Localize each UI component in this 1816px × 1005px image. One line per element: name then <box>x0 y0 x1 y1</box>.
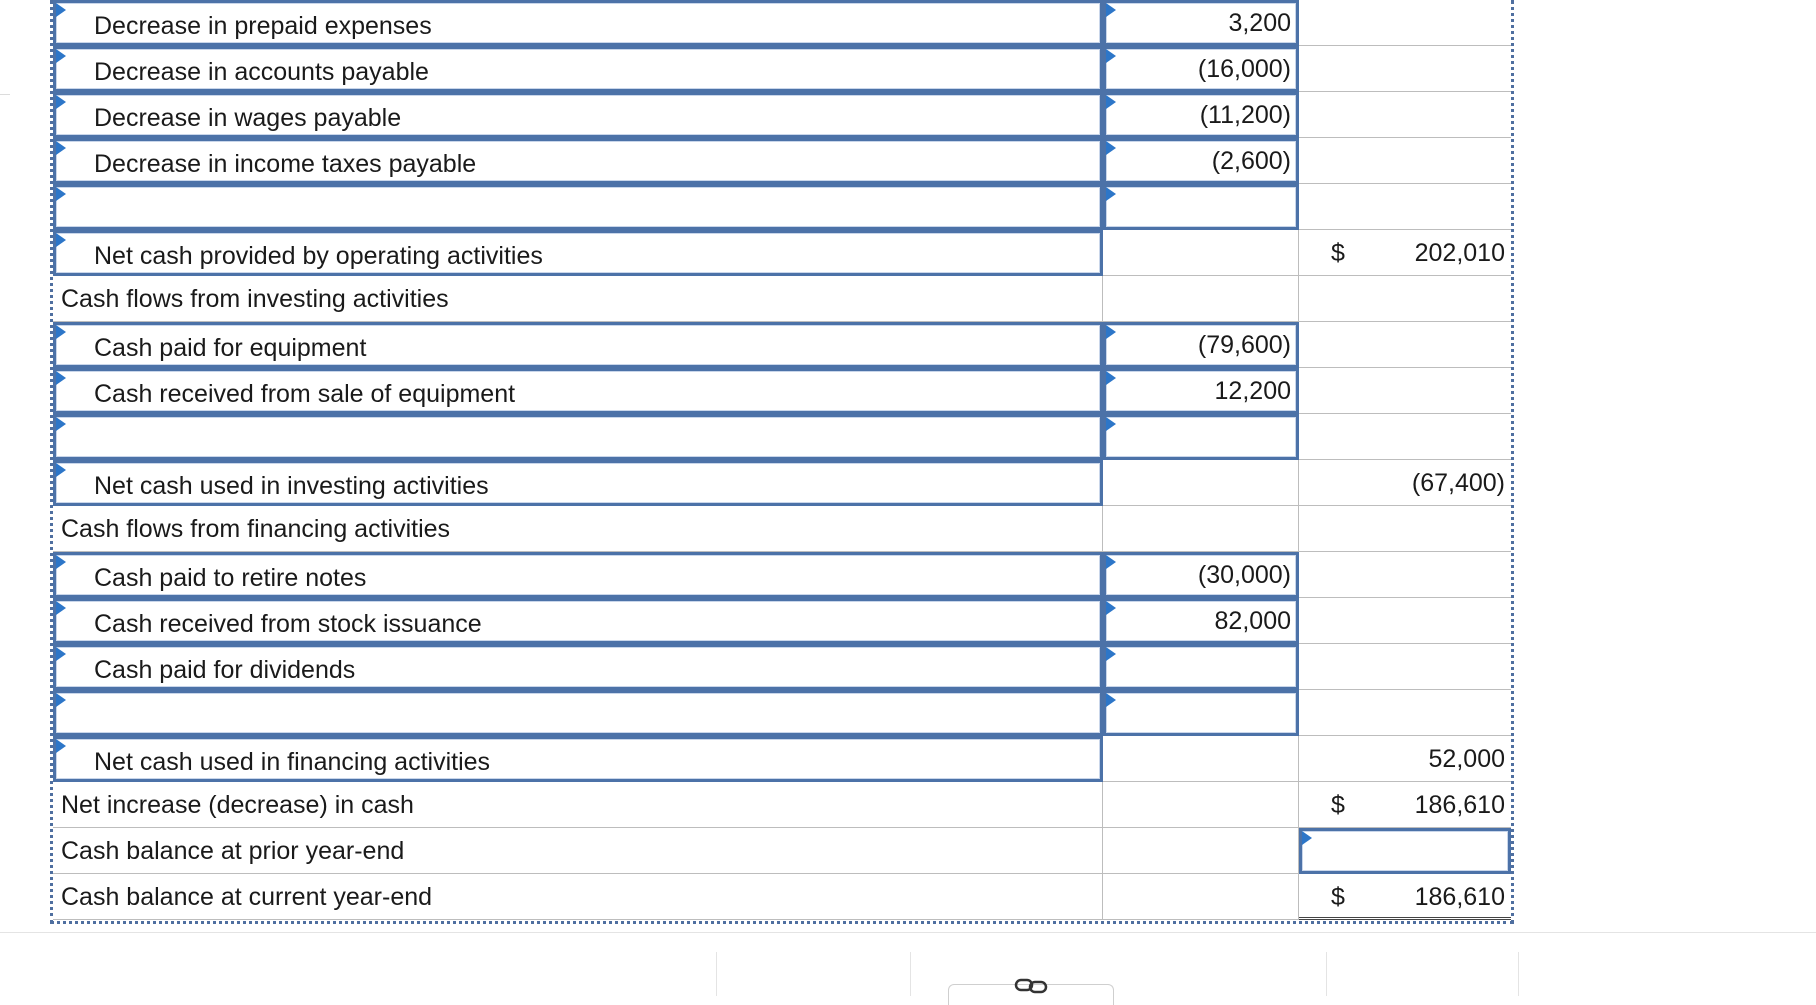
total-value: 186,610 <box>1414 883 1505 911</box>
total-cell-net-investing <box>1299 460 1511 506</box>
label-input-cash-paid-equipment[interactable] <box>53 322 1103 368</box>
amount-value: (79,600) <box>1197 331 1291 359</box>
prior-year-balance-input[interactable] <box>1299 828 1511 874</box>
input-flag-icon <box>56 555 66 569</box>
row-label: Cash paid for dividends <box>94 656 356 684</box>
toolbar-divider <box>910 952 911 996</box>
amount-input-dividends[interactable] <box>1103 644 1299 690</box>
input-flag-icon <box>1106 555 1116 569</box>
input-flag-icon <box>56 3 66 17</box>
label-input-blank-investing[interactable] <box>53 414 1103 460</box>
table-row <box>53 368 1511 414</box>
toolbar-divider <box>716 952 717 996</box>
amount-value: 82,000 <box>1214 607 1291 635</box>
table-row <box>53 460 1511 506</box>
row-label: Cash balance at current year-end <box>61 883 433 911</box>
input-flag-icon <box>56 187 66 201</box>
total-cell <box>1299 184 1511 230</box>
row-label: Decrease in wages payable <box>94 104 402 132</box>
amount-input-prepaid-expenses[interactable] <box>1103 0 1299 46</box>
total-value: 186,610 <box>1414 791 1505 819</box>
net-increase-label <box>53 782 1103 828</box>
input-flag-icon <box>1106 3 1116 17</box>
cash-flow-statement-table <box>50 0 1514 924</box>
total-value: 202,010 <box>1414 239 1505 267</box>
amount-input-accounts-payable[interactable] <box>1103 46 1299 92</box>
label-input-blank-financing[interactable] <box>53 690 1103 736</box>
label-input-blank-operating[interactable] <box>53 184 1103 230</box>
amount-cell <box>1103 506 1299 552</box>
input-flag-icon <box>1302 831 1312 845</box>
total-cell <box>1299 46 1511 92</box>
total-cell <box>1299 644 1511 690</box>
total-cell <box>1299 598 1511 644</box>
input-flag-icon <box>56 463 66 477</box>
amount-input-retire-notes[interactable] <box>1103 552 1299 598</box>
label-input-stock-issuance[interactable] <box>53 598 1103 644</box>
dollar-sign: $ <box>1331 791 1345 819</box>
table-row <box>53 506 1511 552</box>
table-row <box>53 46 1511 92</box>
label-input-income-taxes-payable[interactable] <box>53 138 1103 184</box>
input-flag-icon <box>1106 417 1116 431</box>
amount-input-stock-issuance[interactable] <box>1103 598 1299 644</box>
amount-value: (30,000) <box>1197 561 1291 589</box>
amount-value: 3,200 <box>1228 9 1291 37</box>
row-label: Net cash used in investing activities <box>94 472 489 500</box>
amount-cell <box>1103 736 1299 782</box>
label-input-prepaid-expenses[interactable] <box>53 0 1103 46</box>
amount-cell <box>1103 828 1299 874</box>
table-row <box>53 874 1511 920</box>
section-heading-financing <box>53 506 1103 552</box>
dollar-sign: $ <box>1331 883 1345 911</box>
total-cell <box>1299 0 1511 46</box>
row-label: Net cash provided by operating activities <box>94 242 543 270</box>
table-row <box>53 322 1511 368</box>
total-cell <box>1299 92 1511 138</box>
amount-input-cash-paid-equipment[interactable] <box>1103 322 1299 368</box>
label-input-accounts-payable[interactable] <box>53 46 1103 92</box>
amount-cell <box>1103 276 1299 322</box>
link-icon-graphic <box>1014 976 1050 996</box>
input-flag-icon <box>1106 141 1116 155</box>
amount-input-blank-investing[interactable] <box>1103 414 1299 460</box>
amount-input-wages-payable[interactable] <box>1103 92 1299 138</box>
table-row <box>53 414 1511 460</box>
input-flag-icon <box>56 371 66 385</box>
amount-value: (11,200) <box>1199 101 1291 129</box>
input-flag-icon <box>56 601 66 615</box>
table-row <box>53 184 1511 230</box>
total-value: (67,400) <box>1411 469 1505 497</box>
amount-value: 12,200 <box>1214 377 1291 405</box>
row-label: Cash paid for equipment <box>94 334 367 362</box>
input-flag-icon <box>1106 95 1116 109</box>
table-row <box>53 276 1511 322</box>
input-flag-icon <box>56 693 66 707</box>
row-label: Cash paid to retire notes <box>94 564 367 592</box>
table-row <box>53 690 1511 736</box>
row-label: Decrease in income taxes payable <box>94 150 477 178</box>
table-row <box>53 138 1511 184</box>
table-row <box>53 644 1511 690</box>
label-input-net-cash-operating[interactable] <box>53 230 1103 276</box>
total-cell <box>1299 506 1511 552</box>
input-flag-icon <box>56 49 66 63</box>
table-row <box>53 230 1511 276</box>
amount-cell <box>1103 230 1299 276</box>
input-flag-icon <box>56 739 66 753</box>
amount-cell <box>1103 460 1299 506</box>
input-flag-icon <box>1106 693 1116 707</box>
amount-cell <box>1103 874 1299 920</box>
row-label: Cash received from stock issuance <box>94 610 482 638</box>
table-row <box>53 736 1511 782</box>
total-cell <box>1299 322 1511 368</box>
row-label: Net increase (decrease) in cash <box>61 791 414 819</box>
table-row <box>53 92 1511 138</box>
amount-input-blank-operating[interactable] <box>1103 184 1299 230</box>
input-flag-icon <box>1106 49 1116 63</box>
input-flag-icon <box>56 417 66 431</box>
label-input-sale-of-equipment[interactable] <box>53 368 1103 414</box>
row-label: Cash flows from investing activities <box>61 285 449 313</box>
amount-value: (2,600) <box>1211 147 1291 175</box>
label-input-retire-notes[interactable] <box>53 552 1103 598</box>
table-row <box>53 552 1511 598</box>
divider <box>0 932 1816 933</box>
toolbar-divider <box>1518 952 1519 996</box>
input-flag-icon <box>1106 647 1116 661</box>
total-cell <box>1299 414 1511 460</box>
row-label: Net cash used in financing activities <box>94 748 491 776</box>
label-input-net-cash-investing[interactable] <box>53 460 1103 506</box>
label-input-wages-payable[interactable] <box>53 92 1103 138</box>
total-cell <box>1299 368 1511 414</box>
total-cell <box>1299 276 1511 322</box>
total-cell <box>1299 690 1511 736</box>
total-cell-net-financing <box>1299 736 1511 782</box>
input-flag-icon <box>1106 325 1116 339</box>
input-flag-icon <box>1106 371 1116 385</box>
total-cell-current-balance <box>1299 874 1511 920</box>
section-heading-investing <box>53 276 1103 322</box>
total-cell <box>1299 138 1511 184</box>
amount-value: (16,000) <box>1197 55 1291 83</box>
amount-input-income-taxes-payable[interactable] <box>1103 138 1299 184</box>
toolbar-divider <box>1326 952 1327 996</box>
table-row <box>53 782 1511 828</box>
row-label: Cash balance at prior year-end <box>61 837 405 865</box>
table-row <box>53 828 1511 874</box>
row-label: Decrease in prepaid expenses <box>94 12 432 40</box>
total-value: 52,000 <box>1428 745 1505 773</box>
amount-cell <box>1103 782 1299 828</box>
total-cell <box>1299 552 1511 598</box>
input-flag-icon <box>56 95 66 109</box>
input-flag-icon <box>56 325 66 339</box>
input-flag-icon <box>1106 187 1116 201</box>
label-input-net-cash-financing[interactable] <box>53 736 1103 782</box>
total-cell-net-operating <box>1299 230 1511 276</box>
input-flag-icon <box>56 233 66 247</box>
amount-input-sale-of-equipment[interactable] <box>1103 368 1299 414</box>
link-icon[interactable] <box>1014 974 1050 1000</box>
row-label: Cash flows from financing activities <box>61 515 451 543</box>
input-flag-icon <box>56 647 66 661</box>
input-flag-icon <box>1106 601 1116 615</box>
dollar-sign: $ <box>1331 239 1345 267</box>
prior-year-balance-label <box>53 828 1103 874</box>
row-label: Cash received from sale of equipment <box>94 380 516 408</box>
input-flag-icon <box>56 141 66 155</box>
current-year-balance-label <box>53 874 1103 920</box>
page-edge-mark <box>0 94 10 95</box>
total-cell-net-increase <box>1299 782 1511 828</box>
table-row <box>53 598 1511 644</box>
amount-input-blank-financing[interactable] <box>1103 690 1299 736</box>
row-label: Decrease in accounts payable <box>94 58 429 86</box>
label-input-dividends[interactable] <box>53 644 1103 690</box>
table-row <box>53 0 1511 46</box>
